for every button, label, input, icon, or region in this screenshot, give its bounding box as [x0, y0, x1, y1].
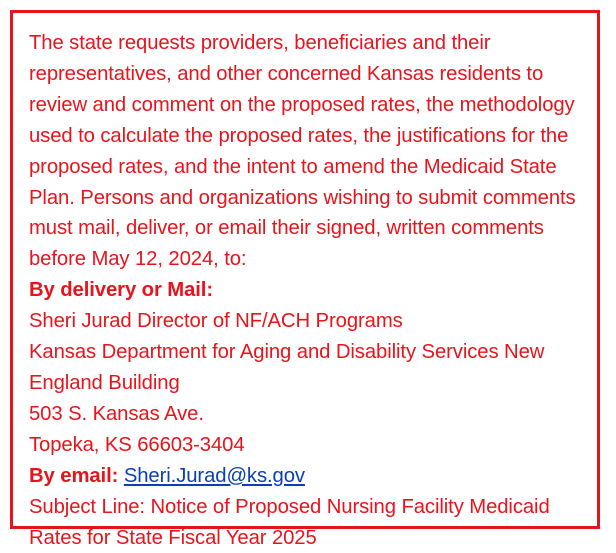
intro-paragraph: The state requests providers, beneficiaries and their representatives, and other concerned Kansas residents to review and comment on the proposed rates, the methodology used to calculate the proposed rates, the justifications for the proposed rates, and the intent to amend the Medicaid State Plan. Persons and organizations wishing to submit comments must mail, deliver, or email their signed, written comments before May 12, 2024, to:: [29, 32, 576, 271]
email-label: By email:: [29, 464, 119, 487]
delivery-heading: By delivery or Mail:: [29, 279, 213, 302]
address-street: 503 S. Kansas Ave.: [29, 402, 204, 425]
email-line: [29, 461, 599, 492]
notice-box: [10, 10, 600, 549]
email-link[interactable]: Sheri.Jurad@ks.gov: [123, 464, 305, 487]
notice-content: [29, 28, 599, 553]
address-city: Topeka, KS 66603-3404: [29, 433, 245, 456]
address-organization: Kansas Department for Aging and Disability Services New England Building: [29, 341, 545, 394]
address-recipient: Sheri Jurad Director of NF/ACH Programs: [29, 310, 403, 333]
subject-line: Subject Line: Notice of Proposed Nursing Facility Medicaid Rates for State Fiscal Year 2025: [29, 495, 550, 549]
